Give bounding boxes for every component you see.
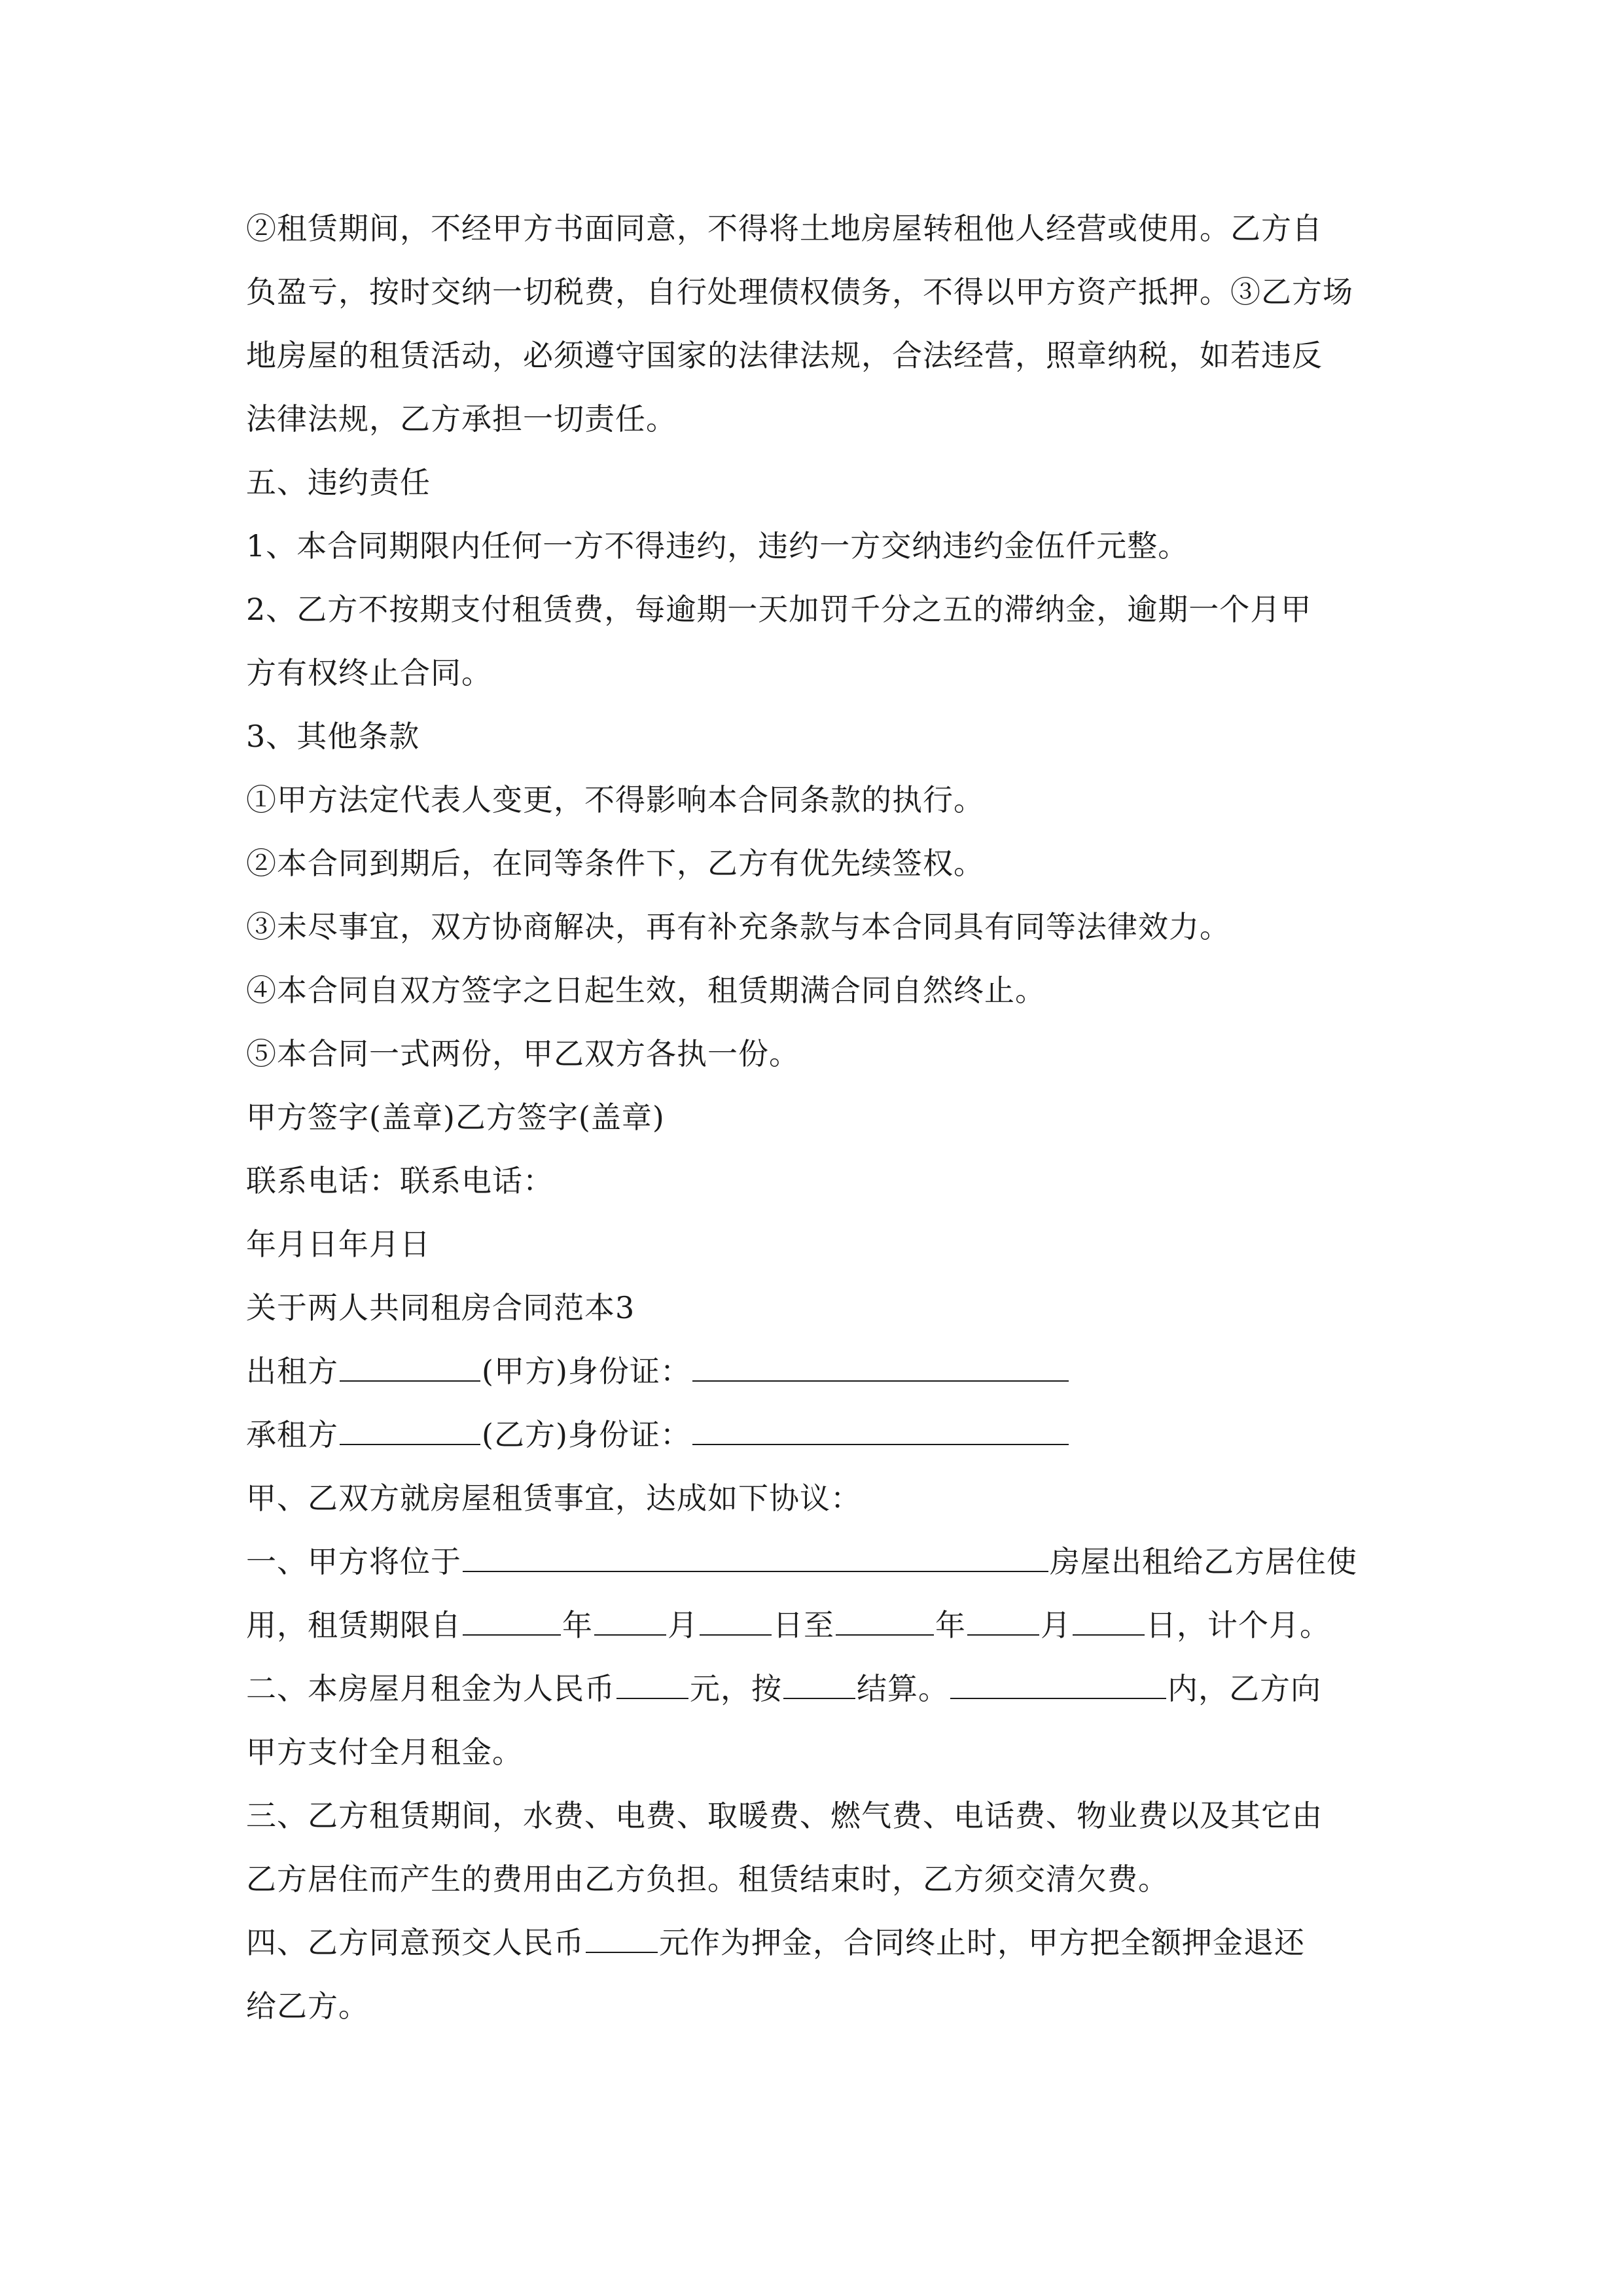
- clause-text: 元作为押金，合同终止时，甲方把全额押金退还: [659, 1925, 1305, 1960]
- clause-text: 日至: [773, 1607, 834, 1643]
- lessor-name-field[interactable]: [340, 1348, 480, 1382]
- clause1-line2: [246, 1594, 1380, 1657]
- text-line: ②租赁期间，不经甲方书面同意，不得将土地房屋转租他人经营或使用。乙方自: [246, 211, 1323, 246]
- clause-text: 二、本房屋月租金为人民币: [246, 1671, 615, 1706]
- start-year-field[interactable]: [463, 1602, 561, 1636]
- agreement-intro: 甲、乙双方就房屋租赁事宜，达成如下协议：: [246, 1480, 861, 1516]
- section-heading: 五、违约责任: [246, 465, 431, 500]
- clause-text: 结算。: [857, 1671, 949, 1706]
- clause-text: 日，计个月。: [1146, 1607, 1330, 1643]
- text-line: 法律法规，乙方承担一切责任。: [246, 401, 677, 437]
- lessee-name-field[interactable]: [340, 1411, 480, 1445]
- text-line: ③未尽事宜，双方协商解决，再有补充条款与本合同具有同等法律效力。: [246, 909, 1230, 944]
- section-heading: 3、其他条款: [246, 719, 420, 754]
- clause2-line1: [246, 1657, 1380, 1721]
- end-day-field[interactable]: [1073, 1602, 1145, 1636]
- clause4-line1: [246, 1911, 1380, 1975]
- monthly-rent-field[interactable]: [616, 1665, 688, 1699]
- end-month-field[interactable]: [967, 1602, 1039, 1636]
- payment-deadline-field[interactable]: [950, 1665, 1166, 1699]
- document-title: 关于两人共同租房合同范本3: [246, 1290, 635, 1325]
- clause-text: 一、甲方将位于: [246, 1544, 461, 1579]
- text-line: 1、本合同期限内任何一方不得违约，违约一方交纳违约金伍仟元整。: [246, 528, 1189, 564]
- text-line: 地房屋的租赁活动，必须遵守国家的法律法规，合法经营，照章纳税，如若违反: [246, 338, 1323, 373]
- phone-line: 联系电话：联系电话：: [246, 1163, 554, 1198]
- text-line: 负盈亏，按时交纳一切税费，自行处理债权债务，不得以甲方资产抵押。③乙方场: [246, 274, 1353, 310]
- text-line: ②本合同到期后，在同等条件下，乙方有优先续签权。: [246, 846, 984, 881]
- lessor-line: [246, 1340, 1380, 1403]
- clause-text: 年: [935, 1607, 966, 1643]
- signature-line: 甲方签字(盖章)乙方签字(盖章): [246, 1100, 665, 1135]
- clause1-line1: [246, 1530, 1380, 1594]
- document-page: [246, 197, 1380, 2038]
- lessee-id-field[interactable]: [692, 1411, 1069, 1445]
- start-month-field[interactable]: [594, 1602, 666, 1636]
- clause2-line2: 甲方支付全月租金。: [246, 1734, 523, 1770]
- clause-text: 元，按: [690, 1671, 782, 1706]
- clause4-line2: 给乙方。: [246, 1988, 369, 2024]
- text-line: 2、乙方不按期支付租赁费，每逾期一天加罚千分之五的滞纳金，逾期一个月甲: [246, 592, 1312, 627]
- text-line: ①甲方法定代表人变更，不得影响本合同条款的执行。: [246, 782, 984, 817]
- clause-text: 内，乙方向: [1168, 1671, 1321, 1706]
- lessor-role: (甲方)身份证：: [482, 1354, 691, 1389]
- text-line: ⑤本合同一式两份，甲乙双方各执一份。: [246, 1036, 800, 1071]
- clause-text: 用，租赁期限自: [246, 1607, 461, 1643]
- clause3-line2: 乙方居住而产生的费用由乙方负担。租赁结束时，乙方须交清欠费。: [246, 1861, 1169, 1897]
- clause3-line1: 三、乙方租赁期间，水费、电费、取暖费、燃气费、电话费、物业费以及其它由: [246, 1798, 1323, 1833]
- lessor-label: 出租方: [246, 1354, 338, 1389]
- clause-text: 房屋出租给乙方居住使: [1050, 1544, 1357, 1579]
- clause-text: 月: [1041, 1607, 1071, 1643]
- lessor-id-field[interactable]: [692, 1348, 1069, 1382]
- lessee-label: 承租方: [246, 1417, 338, 1452]
- settlement-period-field[interactable]: [783, 1665, 855, 1699]
- lessee-role: (乙方)身份证：: [482, 1417, 691, 1452]
- lessee-line: [246, 1403, 1380, 1467]
- clause-text: 月: [668, 1607, 698, 1643]
- date-line: 年月日年月日: [246, 1227, 431, 1262]
- deposit-amount-field[interactable]: [586, 1919, 658, 1953]
- property-address-field[interactable]: [463, 1538, 1048, 1572]
- text-line: ④本合同自双方签字之日起生效，租赁期满合同自然终止。: [246, 973, 1046, 1008]
- clause-text: 四、乙方同意预交人民币: [246, 1925, 584, 1960]
- end-year-field[interactable]: [836, 1602, 934, 1636]
- start-day-field[interactable]: [700, 1602, 772, 1636]
- clause-text: 年: [562, 1607, 593, 1643]
- text-line: 方有权终止合同。: [246, 655, 492, 691]
